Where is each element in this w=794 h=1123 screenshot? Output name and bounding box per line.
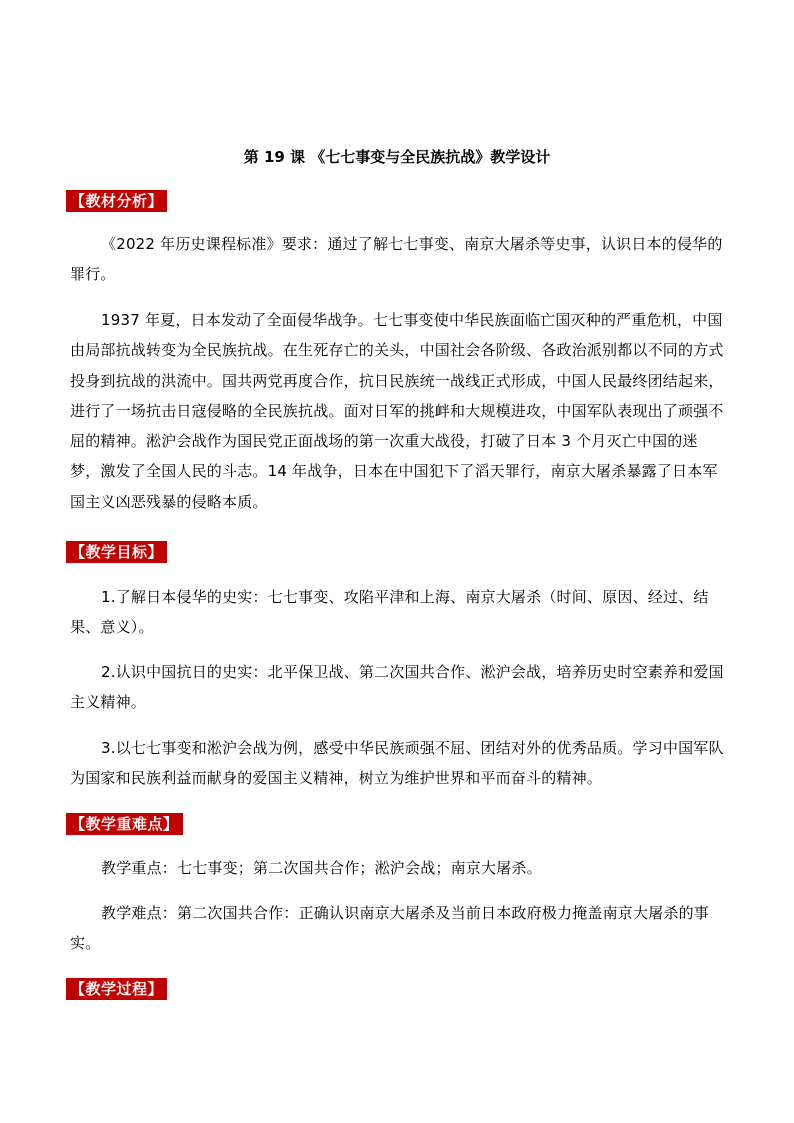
paragraph-analysis-body: 1937 年夏，日本发动了全面侵华战争。七七事变使中华民族面临亡国灭种的严重危机，中国由局部抗战转变为全民族抗战。在生死存亡的关头，中国社会各阶级、各政治派别都以不同的方式投身到抗战的洪流中。国共两党再度合作，抗日民族统一战线正式形成，中国人民最终团结起来，进行了一场抗击日寇侵略的全民族抗战。面对日军的挑衅和大规模进攻，中国军队表现出了顽强不屈的精神。淞沪会战作为国民党正面战场的第一次重大战役，打破了日本 3 个月灭亡中国的迷梦，激发了全国人民的斗志。14 年战争，日本在中国犯下了滔天罪行，南京大屠杀暴露了日本军国主义凶恶残暴的侵略本质。 xyxy=(70,311,724,511)
document-title: 第 19 课 《七七事变与全民族抗战》教学设计 xyxy=(243,148,551,166)
section-heading-textbook-analysis: 【教材分析】 xyxy=(66,190,167,212)
section-heading-key-difficulties: 【教学重难点】 xyxy=(66,813,183,835)
paragraph-key-points: 教学重点：七七事变；第二次国共合作；淞沪会战；南京大屠杀。 xyxy=(101,859,542,877)
section-heading-teaching-process: 【教学过程】 xyxy=(66,978,167,1000)
paragraph-curriculum-standard: 《2022 年历史课程标准》要求：通过了解七七事变、南京大屠杀等史事，认识日本的侵华的罪行。 xyxy=(70,235,723,284)
objective-item-2: 2.认识中国抗日的史实：北平保卫战、第二次国共合作、淞沪会战，培养历史时空素养和爱国主义精神。 xyxy=(70,663,724,712)
paragraph-difficulties: 教学难点：第二次国共合作：正确认识南京大屠杀及当前日本政府极力掩盖南京大屠杀的事实。 xyxy=(70,904,710,953)
objective-item-1: 1.了解日本侵华的史实：七七事变、攻陷平津和上海、南京大屠杀（时间、原因、经过、结果、意义）。 xyxy=(70,588,709,637)
objective-item-3: 3.以七七事变和淞沪会战为例，感受中华民族顽强不屈、团结对外的优秀品质。学习中国军队为国家和民族利益而献身的爱国主义精神，树立为维护世界和平而奋斗的精神。 xyxy=(70,739,724,788)
section-heading-teaching-objectives: 【教学目标】 xyxy=(66,541,167,563)
